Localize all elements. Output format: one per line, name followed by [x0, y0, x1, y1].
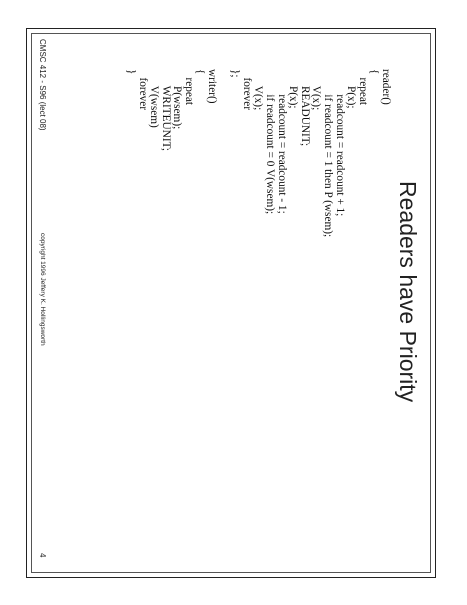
- code-line: {: [368, 69, 381, 75]
- code-line: WRITEUNIT;: [159, 69, 172, 151]
- code-line: forever: [136, 69, 149, 111]
- code-line: repeat: [182, 69, 195, 106]
- code-line: V(x);: [252, 69, 265, 111]
- code-line: reader(): [380, 69, 392, 105]
- code-line: readcount = readcount + 1;: [333, 69, 346, 217]
- code-line: P(wsem);: [171, 69, 184, 130]
- slide: [31, 33, 431, 573]
- code-line: [217, 69, 229, 237]
- code-line: READUNIT;: [298, 69, 311, 147]
- page-number: 4: [38, 553, 47, 558]
- slide-title: Readers have Priority: [395, 181, 421, 403]
- code-line: writer(): [206, 69, 219, 104]
- code-line: if readcount = 0 V(wsem);: [264, 69, 277, 215]
- code-line: forever: [240, 69, 253, 111]
- code-line: repeat: [356, 69, 369, 106]
- code-line: P(x);: [345, 69, 358, 109]
- code-line: V(wsem): [148, 69, 161, 128]
- code-line: if readcount = 1 then P (wsem);: [322, 69, 335, 238]
- code-line: {: [194, 69, 207, 75]
- footer-course-label: CMSC 412 - S96 (lect 08): [38, 39, 47, 131]
- code-line: V(x);: [310, 69, 323, 111]
- code-listing: [124, 69, 391, 237]
- code-line: readcount = readcount - 1;: [275, 69, 288, 214]
- code-line: }: [124, 69, 137, 75]
- code-line: };: [229, 69, 242, 78]
- footer-copyright: copyright 1996 Jeffery K. Hollingsworth: [39, 233, 46, 346]
- code-line: P(x);: [287, 69, 300, 109]
